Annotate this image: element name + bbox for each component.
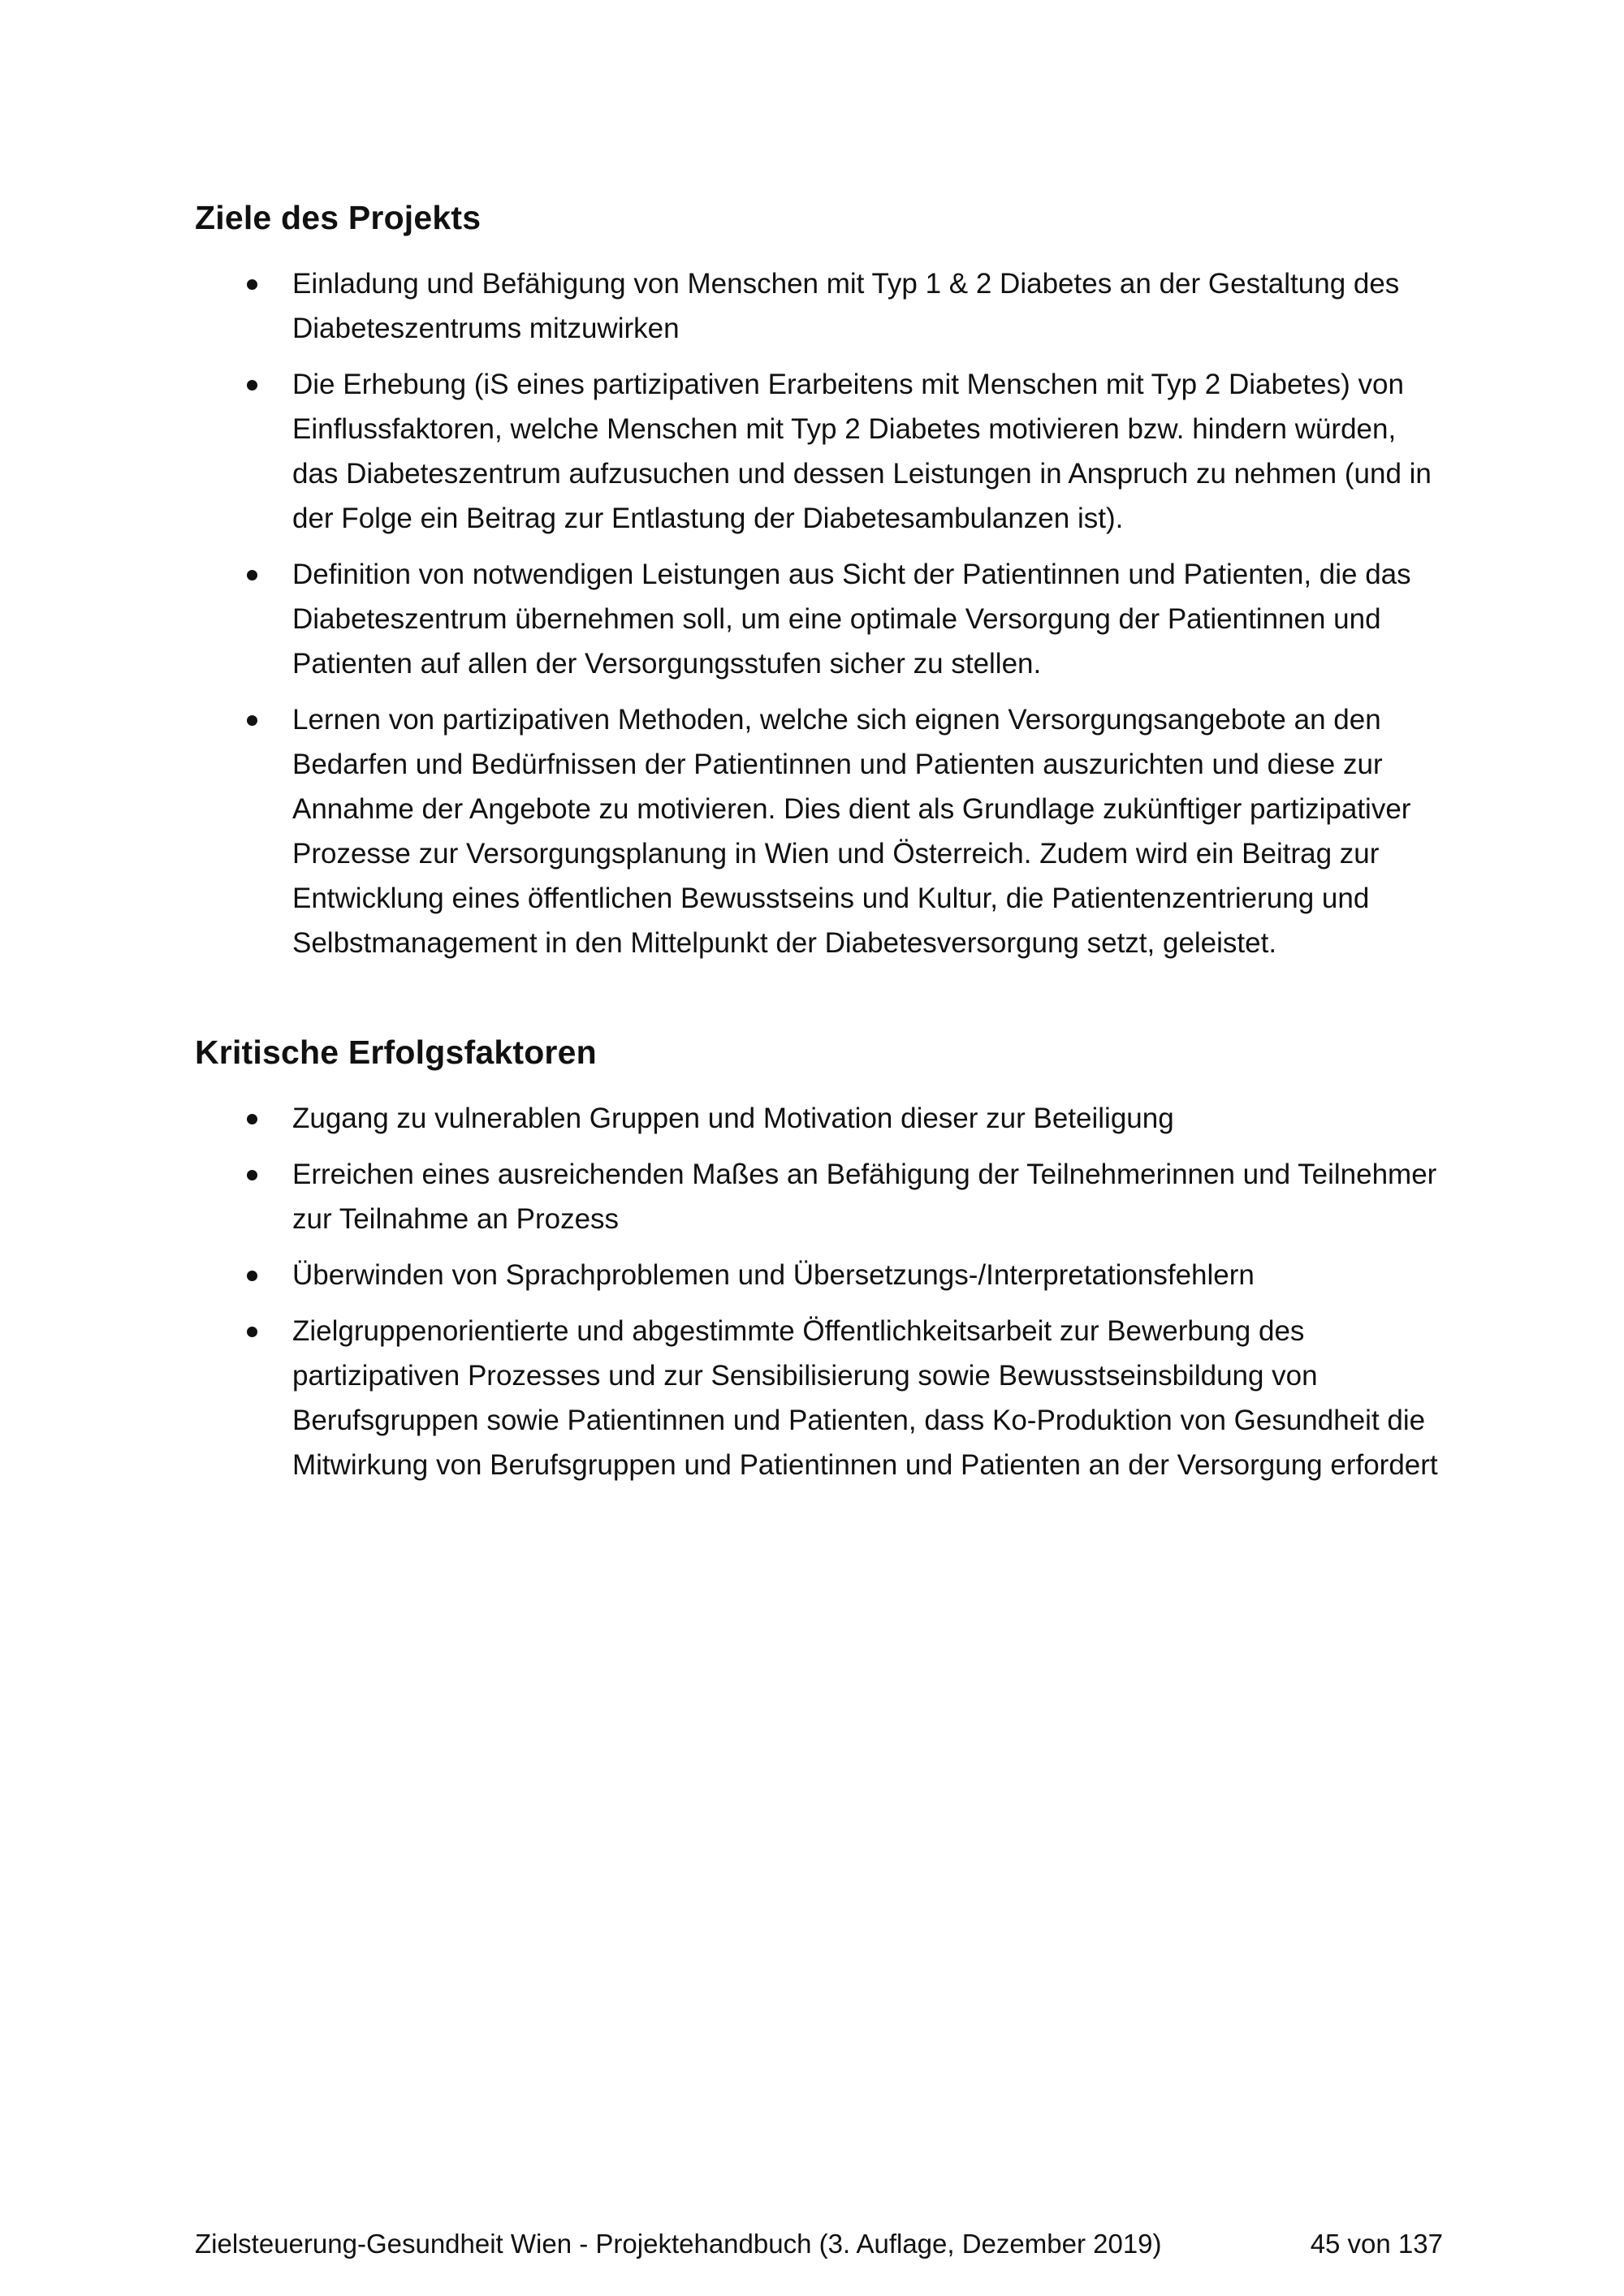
list-item [195, 1309, 1445, 1487]
erfolgsfaktoren-bullet-list [195, 1096, 1445, 1499]
section-heading-erfolgsfaktoren: Kritische Erfolgsfaktoren [195, 1034, 597, 1071]
list-item-text: Die Erhebung (iS eines partizipativen Erarbeitens mit Menschen mit Typ 2 Diabetes) von Einflussfaktoren, welche Menschen mit Typ 2 Diabetes motivieren bzw. hindern würden, das Diabeteszentrum aufzusuchen und dessen Leistungen in Anspruch zu nehmen (und in der Folge ein Beitrag zur Entlastung der Diabetesambulanzen ist). [292, 369, 1432, 534]
bullet-icon [247, 279, 257, 290]
list-item-text: Erreichen eines ausreichenden Maßes an Befähigung der Teilnehmerinnen und Teilnehmer zur Teilnahme an Prozess [292, 1159, 1437, 1235]
bullet-icon [247, 1327, 257, 1337]
bullet-icon [247, 1114, 257, 1124]
list-item-text: Zielgruppenorientierte und abgestimmte Öffentlichkeitsarbeit zur Bewerbung des partizipativen Prozesses und zur Sensibilisierung sowie Bewusstseinsbildung von Berufsgruppen sowie Patientinnen und Patienten, dass Ko-Produktion von Gesundheit die Mitwirkung von Berufsgruppen und Patientinnen und Patienten an der Versorgung erfordert [292, 1315, 1438, 1481]
list-item [195, 1096, 1445, 1141]
list-item [195, 362, 1445, 541]
bullet-icon [247, 1170, 257, 1180]
list-item [195, 552, 1445, 686]
bullet-icon [247, 570, 257, 580]
list-item [195, 1152, 1445, 1241]
list-item-text: Zugang zu vulnerablen Gruppen und Motivation dieser zur Beteiligung [292, 1103, 1174, 1134]
footer-page-number: 45 von 137 [1310, 2229, 1443, 2259]
bullet-icon [247, 1271, 257, 1281]
ziele-bullet-list [195, 261, 1445, 977]
list-item [195, 1253, 1445, 1297]
list-item-text: Einladung und Befähigung von Menschen mit Typ 1 & 2 Diabetes an der Gestaltung des Diabeteszentrums mitzuwirken [292, 268, 1400, 344]
page-footer [195, 2228, 1443, 2260]
bullet-icon [247, 715, 257, 726]
list-item-text: Definition von notwendigen Leistungen aus Sicht der Patientinnen und Patienten, die das Diabeteszentrum übernehmen soll, um eine optimale Versorgung der Patientinnen und Patienten auf allen der Versorgungsstufen sicher zu stellen. [292, 559, 1411, 680]
list-item-text: Lernen von partizipativen Methoden, welche sich eignen Versorgungsangebote an den Bedarfen und Bedürfnissen der Patientinnen und Patienten auszurichten und diese zur Annahme der Angebote zu motivieren. Dies dient als Grundlage zukünftiger partizipativer Prozesse zur Versorgungsplanung in Wien und Österreich. Zudem wird ein Beitrag zur Entwicklung eines öffentlichen Bewusstseins und Kultur, die Patientenzentrierung und Selbstmanagement in den Mittelpunkt der Diabetesversorgung setzt, geleistet. [292, 704, 1411, 959]
footer-document-title: Zielsteuerung-Gesundheit Wien - Projektehandbuch (3. Auflage, Dezember 2019) [195, 2229, 1162, 2259]
bullet-icon [247, 380, 257, 391]
list-item [195, 697, 1445, 965]
list-item [195, 261, 1445, 351]
list-item-text: Überwinden von Sprachproblemen und Übersetzungs-/Interpretationsfehlern [292, 1259, 1255, 1291]
section-heading-ziele: Ziele des Projekts [195, 199, 482, 236]
